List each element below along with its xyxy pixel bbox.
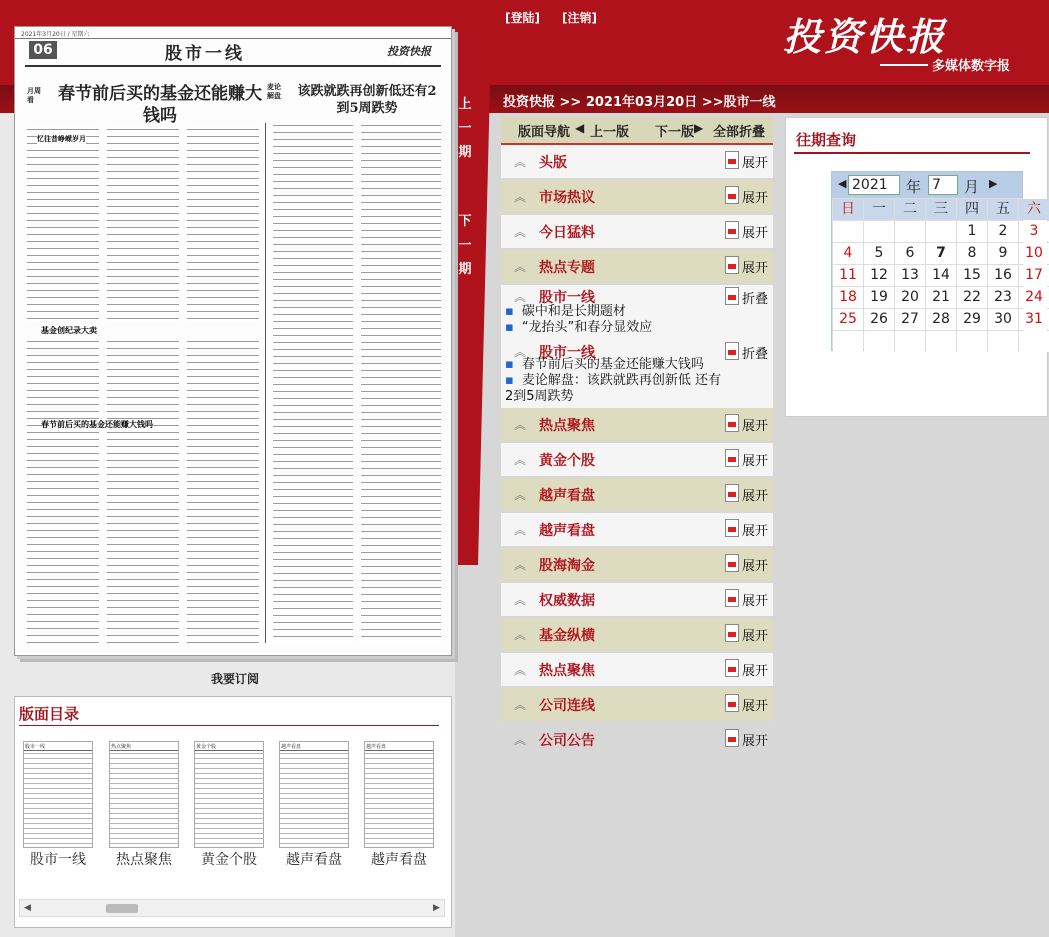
section-name[interactable]: 市场热议: [539, 190, 595, 206]
pdf-icon[interactable]: [725, 256, 739, 274]
toggle-button[interactable]: 折叠: [742, 347, 769, 362]
weekday-header: 五: [988, 199, 1018, 220]
calendar-header: [832, 172, 1022, 198]
calendar: [831, 171, 1043, 351]
section-name[interactable]: 越声看盘: [539, 488, 595, 504]
subhead: 春节前后买的基金还能赚大钱吗: [41, 420, 153, 429]
chevron-up-icon[interactable]: ︽: [514, 190, 527, 204]
prev-page-icon[interactable]: ◀: [575, 121, 585, 135]
calendar-empty-cell: [1019, 331, 1049, 352]
text-column: [27, 127, 99, 322]
section-name[interactable]: 黄金个股: [539, 453, 595, 469]
calendar-day[interactable]: 14: [926, 265, 956, 286]
calendar-day[interactable]: 23: [988, 287, 1018, 308]
section-name[interactable]: 越声看盘: [539, 523, 595, 539]
chevron-up-icon[interactable]: ︽: [514, 488, 527, 502]
article-link[interactable]: [505, 373, 723, 405]
paper-logo: 投资快报: [387, 45, 431, 58]
brand-subtitle: 多媒体数字报: [932, 59, 1011, 74]
section-row[interactable]: [501, 723, 773, 756]
chevron-up-icon[interactable]: ︽: [514, 155, 527, 169]
section-name[interactable]: 今日猛料: [539, 225, 595, 241]
calendar-day[interactable]: 10: [1019, 243, 1049, 264]
calendar-day[interactable]: 8: [957, 243, 987, 264]
thumb-header: 黄金个股: [195, 742, 263, 751]
section-name[interactable]: 股市一线: [539, 290, 595, 306]
subscribe-link[interactable]: 我要订阅: [210, 672, 259, 686]
paper-header-line: 2021年3月20日 / 星期六: [15, 27, 451, 39]
thumb-body: [195, 751, 263, 846]
chevron-up-icon[interactable]: ︽: [514, 698, 527, 712]
divider: [19, 725, 439, 726]
calendar-day[interactable]: 6: [895, 243, 925, 264]
thumb-body: [365, 751, 433, 846]
page-thumbnail[interactable]: [23, 741, 93, 848]
calendar-day[interactable]: 31: [1019, 309, 1049, 330]
pdf-icon[interactable]: [725, 659, 739, 677]
calendar-day[interactable]: 25: [833, 309, 863, 330]
calendar-empty-cell: [895, 331, 925, 352]
subhead: 忆往昔峥嵘岁月: [37, 135, 86, 143]
month-input[interactable]: 7: [928, 175, 958, 195]
scroll-left-icon[interactable]: ◀: [24, 903, 31, 913]
page-thumbnail-label[interactable]: 热点聚焦: [116, 852, 172, 868]
subhead: 基金创纪录大卖: [41, 326, 97, 335]
year-input[interactable]: 2021: [848, 175, 900, 195]
section-row[interactable]: [501, 548, 773, 581]
text-column: [361, 123, 441, 643]
toggle-button[interactable]: 展开: [742, 594, 769, 609]
weekday-header: 一: [864, 199, 894, 220]
calendar-day[interactable]: 7: [926, 243, 956, 264]
page-thumbnail-label[interactable]: 黄金个股: [201, 852, 257, 868]
text-column: [273, 123, 353, 643]
thumb-body: [110, 751, 178, 846]
pdf-icon[interactable]: [725, 151, 739, 169]
page-directory-title: 版面目录: [19, 705, 80, 723]
section-row[interactable]: [501, 478, 773, 511]
calendar-day[interactable]: 3: [1019, 221, 1049, 242]
article-title[interactable]: 麦论解盘：该跌就跌再创新低 还有2到5周跌势: [505, 373, 721, 404]
calendar-day[interactable]: 24: [1019, 287, 1049, 308]
month-label: 月: [964, 178, 980, 196]
section-row[interactable]: [501, 215, 773, 248]
page-thumbnail-label[interactable]: 股市一线: [30, 852, 86, 868]
calendar-day[interactable]: 13: [895, 265, 925, 286]
section-row[interactable]: [501, 688, 773, 721]
scroll-right-icon[interactable]: ▶: [433, 903, 440, 913]
thumb-header: 越声看盘: [280, 742, 348, 751]
next-page-icon[interactable]: ▶: [694, 121, 704, 135]
weekday-header: 日: [833, 199, 863, 220]
section-row[interactable]: [501, 443, 773, 476]
text-column: [187, 127, 259, 322]
prev-issue-link[interactable]: 上一期: [458, 97, 472, 160]
calendar-day[interactable]: 1: [957, 221, 987, 242]
login-link[interactable]: [登陆]: [505, 11, 540, 25]
toggle-button[interactable]: 展开: [742, 419, 769, 434]
calendar-day[interactable]: 19: [864, 287, 894, 308]
thumb-header: 越声看盘: [365, 742, 433, 751]
chevron-up-icon[interactable]: ︽: [514, 663, 527, 677]
prev-year-icon[interactable]: ◀: [838, 177, 847, 190]
next-issue-link[interactable]: 下一期: [458, 214, 472, 277]
section-row[interactable]: [501, 145, 773, 178]
calendar-day[interactable]: 30: [988, 309, 1018, 330]
text-column: [107, 339, 179, 643]
page-directory: [14, 696, 452, 928]
toggle-button[interactable]: 展开: [742, 156, 769, 171]
article-link[interactable]: [505, 304, 773, 320]
calendar-day[interactable]: 4: [833, 243, 863, 264]
horizontal-scrollbar[interactable]: [19, 899, 445, 917]
pdf-icon[interactable]: [725, 589, 739, 607]
article-title[interactable]: 春节前后买的基金还能赚大钱吗: [521, 357, 704, 372]
article-title[interactable]: “龙抬头”和春分显效应: [521, 320, 653, 335]
archive-title: 往期查询: [796, 131, 857, 149]
toggle-button[interactable]: 展开: [742, 191, 769, 206]
weekday-header: 四: [957, 199, 987, 220]
calendar-day[interactable]: 27: [895, 309, 925, 330]
breadcrumb[interactable]: 投资快报 >> 2021年03月20日 >>股市一线: [503, 95, 776, 110]
page-thumbnail-label[interactable]: 越声看盘: [371, 852, 427, 868]
divider: [794, 152, 1030, 154]
section-row[interactable]: [501, 583, 773, 616]
chevron-up-icon[interactable]: ︽: [514, 733, 527, 747]
calendar-day[interactable]: 26: [864, 309, 894, 330]
scrollbar-thumb[interactable]: [106, 904, 138, 913]
section-row[interactable]: [501, 513, 773, 546]
calendar-empty-cell: [988, 331, 1018, 352]
calendar-day[interactable]: 22: [957, 287, 987, 308]
calendar-empty-cell: [864, 331, 894, 352]
thumb-body: [24, 751, 92, 846]
section-name[interactable]: 公司连线: [539, 698, 595, 714]
chevron-up-icon[interactable]: ︽: [514, 418, 527, 432]
calendar-day[interactable]: 21: [926, 287, 956, 308]
section-nav-header: [501, 117, 773, 143]
pdf-icon[interactable]: [725, 221, 739, 239]
toggle-button[interactable]: 展开: [742, 629, 769, 644]
calendar-day[interactable]: 11: [833, 265, 863, 286]
bullet-icon: ▪: [505, 320, 514, 335]
pdf-icon[interactable]: [725, 519, 739, 537]
calendar-day[interactable]: 5: [864, 243, 894, 264]
pdf-icon[interactable]: [725, 729, 739, 747]
collapse-all-button[interactable]: 全部折叠: [713, 125, 766, 140]
pdf-icon[interactable]: [725, 414, 739, 432]
toggle-button[interactable]: 展开: [742, 489, 769, 504]
headline-right[interactable]: 该跌就跌再创新低还有2到5周跌势: [297, 84, 437, 116]
calendar-day[interactable]: 20: [895, 287, 925, 308]
text-column: [27, 339, 99, 643]
page-title: 股市一线: [165, 44, 245, 64]
toggle-button[interactable]: 展开: [742, 226, 769, 241]
calendar-empty-cell: [833, 331, 863, 352]
section-row[interactable]: [501, 408, 773, 441]
calendar-empty-cell: [895, 221, 925, 242]
toggle-button[interactable]: 展开: [742, 734, 769, 749]
pdf-icon[interactable]: [725, 287, 739, 305]
column-divider: [265, 123, 266, 643]
calendar-day[interactable]: 18: [833, 287, 863, 308]
toggle-button[interactable]: 展开: [742, 664, 769, 679]
calendar-empty-cell: [833, 221, 863, 242]
logout-link[interactable]: [注销]: [562, 11, 597, 25]
pdf-icon[interactable]: [725, 484, 739, 502]
section-name[interactable]: 基金纵横: [539, 628, 595, 644]
thumb-header: 热点聚焦: [110, 742, 178, 751]
section-name[interactable]: 股海淘金: [539, 558, 595, 574]
page-thumbnail-label[interactable]: 越声看盘: [286, 852, 342, 868]
headline-left[interactable]: 春节前后买的基金还能赚大钱吗: [58, 84, 262, 126]
calendar-day[interactable]: 28: [926, 309, 956, 330]
chevron-up-icon[interactable]: ︽: [514, 290, 527, 304]
chevron-up-icon[interactable]: ︽: [514, 225, 527, 239]
calendar-empty-cell: [926, 221, 956, 242]
chevron-up-icon[interactable]: ︽: [514, 453, 527, 467]
section-name[interactable]: 热点聚焦: [539, 418, 595, 434]
calendar-day[interactable]: 15: [957, 265, 987, 286]
chevron-up-icon[interactable]: ︽: [514, 523, 527, 537]
next-month-icon[interactable]: ▶: [989, 177, 998, 190]
article-link[interactable]: [505, 320, 773, 336]
calendar-day[interactable]: 17: [1019, 265, 1049, 286]
toggle-button[interactable]: 展开: [742, 261, 769, 276]
pdf-icon[interactable]: [725, 694, 739, 712]
calendar-empty-cell: [926, 331, 956, 352]
rule: [25, 65, 441, 67]
brand-divider: [880, 64, 928, 66]
calendar-day[interactable]: 12: [864, 265, 894, 286]
text-column: [107, 127, 179, 322]
chevron-up-icon[interactable]: ︽: [514, 345, 527, 359]
section-row[interactable]: [501, 618, 773, 651]
section-name[interactable]: 权威数据: [539, 593, 595, 609]
calendar-day[interactable]: 2: [988, 221, 1018, 242]
brand-logo: 投资快报: [783, 14, 948, 59]
section-nav-label: 版面导航: [518, 125, 571, 140]
section-row[interactable]: [501, 180, 773, 213]
column-label: 麦论解盘: [267, 83, 281, 100]
toggle-button[interactable]: 展开: [742, 559, 769, 574]
pdf-icon[interactable]: [725, 449, 739, 467]
page-thumbnail[interactable]: [364, 741, 434, 848]
toggle-button[interactable]: 展开: [742, 699, 769, 714]
calendar-day[interactable]: 16: [988, 265, 1018, 286]
article-title[interactable]: 碳中和是长期题材: [521, 304, 626, 319]
weekday-header: 六: [1019, 199, 1049, 220]
bullet-icon: ▪: [505, 357, 514, 372]
newspaper-page-image[interactable]: [14, 26, 452, 656]
chevron-up-icon[interactable]: ︽: [514, 628, 527, 642]
thumb-body: [280, 751, 348, 846]
calendar-day[interactable]: 9: [988, 243, 1018, 264]
weekday-header: 二: [895, 199, 925, 220]
page-number: 06: [29, 41, 57, 59]
section-name[interactable]: 头版: [539, 155, 567, 171]
chevron-up-icon[interactable]: ︽: [514, 558, 527, 572]
thumb-header: 股市一线: [24, 742, 92, 751]
calendar-day[interactable]: 29: [957, 309, 987, 330]
chevron-up-icon[interactable]: ︽: [514, 260, 527, 274]
prev-page-link[interactable]: 上一版: [590, 125, 630, 140]
section-name[interactable]: 热点聚焦: [539, 663, 595, 679]
calendar-empty-cell: [957, 331, 987, 352]
pdf-icon[interactable]: [725, 554, 739, 572]
bullet-icon: ▪: [505, 373, 514, 388]
page-thumbnail[interactable]: [109, 741, 179, 848]
article-link[interactable]: [505, 357, 773, 373]
section-name[interactable]: 公司公告: [539, 733, 595, 749]
section-name[interactable]: 热点专题: [539, 260, 595, 276]
page-thumbnail[interactable]: [279, 741, 349, 848]
section-row[interactable]: [501, 250, 773, 283]
weekday-header: 三: [926, 199, 956, 220]
column-label: 月周看: [27, 87, 41, 104]
chevron-up-icon[interactable]: ︽: [514, 593, 527, 607]
pdf-icon[interactable]: [725, 624, 739, 642]
next-page-link[interactable]: 下一版: [655, 125, 695, 140]
section-name[interactable]: 股市一线: [539, 345, 595, 361]
toggle-button[interactable]: 展开: [742, 524, 769, 539]
calendar-empty-cell: [864, 221, 894, 242]
bullet-icon: ▪: [505, 304, 514, 319]
pdf-icon[interactable]: [725, 186, 739, 204]
section-row[interactable]: [501, 653, 773, 686]
toggle-button[interactable]: 展开: [742, 454, 769, 469]
toggle-button[interactable]: 折叠: [742, 292, 769, 307]
text-column: [187, 339, 259, 643]
page-thumbnail[interactable]: [194, 741, 264, 848]
year-label: 年: [906, 178, 922, 196]
